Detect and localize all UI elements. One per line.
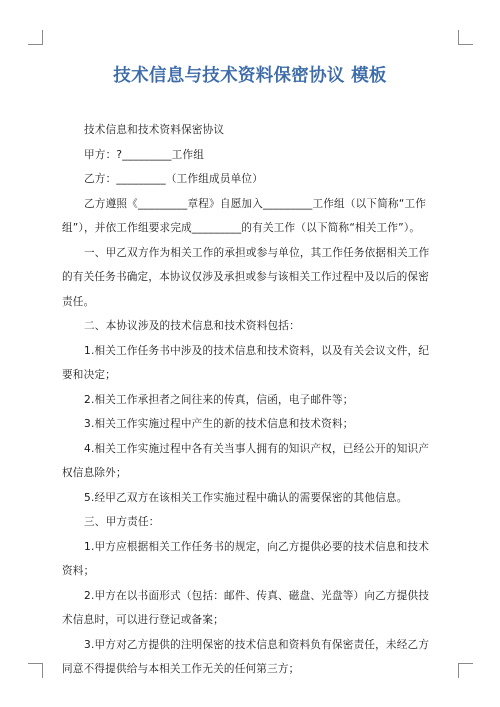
crop-mark-top-left (28, 30, 43, 45)
paragraph-section-2-item-3: 3.相关工作实施过程中产生的新的技术信息和技术资料； (84, 418, 354, 430)
paragraph-agreement-name: 技术信息和技术资料保密协议 (84, 124, 225, 136)
paragraph-section-3-heading: 三、甲方责任： (84, 516, 160, 528)
paragraph-section-2-item-1: 1.相关工作任务书中涉及的技术信息和技术资料，以及有关会议文件，纪要和决定； (62, 344, 430, 381)
crop-mark-top-right (458, 30, 473, 45)
paragraph-section-2-item-5: 5.经甲乙双方在该相关工作实施过程中确认的需要保密的其他信息。 (84, 491, 408, 504)
paragraph-party-a: 甲方：?_________工作组 (84, 148, 205, 161)
document-body (62, 118, 438, 682)
paragraph-section-2-item-4: 4.相关工作实施过程中各有关当事人拥有的知识产权，已经公开的知识产权信息除外； (62, 442, 430, 479)
document-title: 技术信息与技术资料保密协议 模板 (113, 66, 387, 86)
paragraph-section-3-item-1: 1.甲方应根据相关工作任务书的规定，向乙方提供必要的技术信息和技术资料； (62, 540, 430, 577)
paragraph-section-3-item-2: 2.甲方在以书面形式（包括：邮件、传真、磁盘、光盘等）向乙方提供技术信息时，可以进行登记或备案； (62, 589, 430, 626)
paragraph-section-3-item-3: 3.甲方对乙方提供的注明保密的技术信息和资料负有保密责任，未经乙方同意不得提供给与本相关工作无关的任何第三方； (62, 638, 430, 675)
paragraph-preamble: 乙方遵照《_________章程》自愿加入_________工作组（以下简称“工作组”），并依工作组要求完成_________的有关工作（以下简称“相关工作”）。 (62, 197, 427, 234)
paragraph-section-2-heading: 二、本协议涉及的技术信息和技术资料包括： (84, 320, 300, 332)
crop-mark-bottom-right (458, 663, 473, 678)
paragraph-party-b: 乙方：_________（工作组成员单位） (84, 173, 263, 185)
paragraph-section-2-item-2: 2.相关工作承担者之间往来的传真，信函，电子邮件等； (84, 393, 354, 406)
crop-mark-bottom-left (28, 663, 43, 678)
paragraph-section-1: 一、甲乙双方作为相关工作的承担或参与单位，其工作任务依据相关工作的有关任务书确定，本协议仅涉及承担或参与该相关工作过程中及以后的保密责任。 (62, 246, 430, 308)
